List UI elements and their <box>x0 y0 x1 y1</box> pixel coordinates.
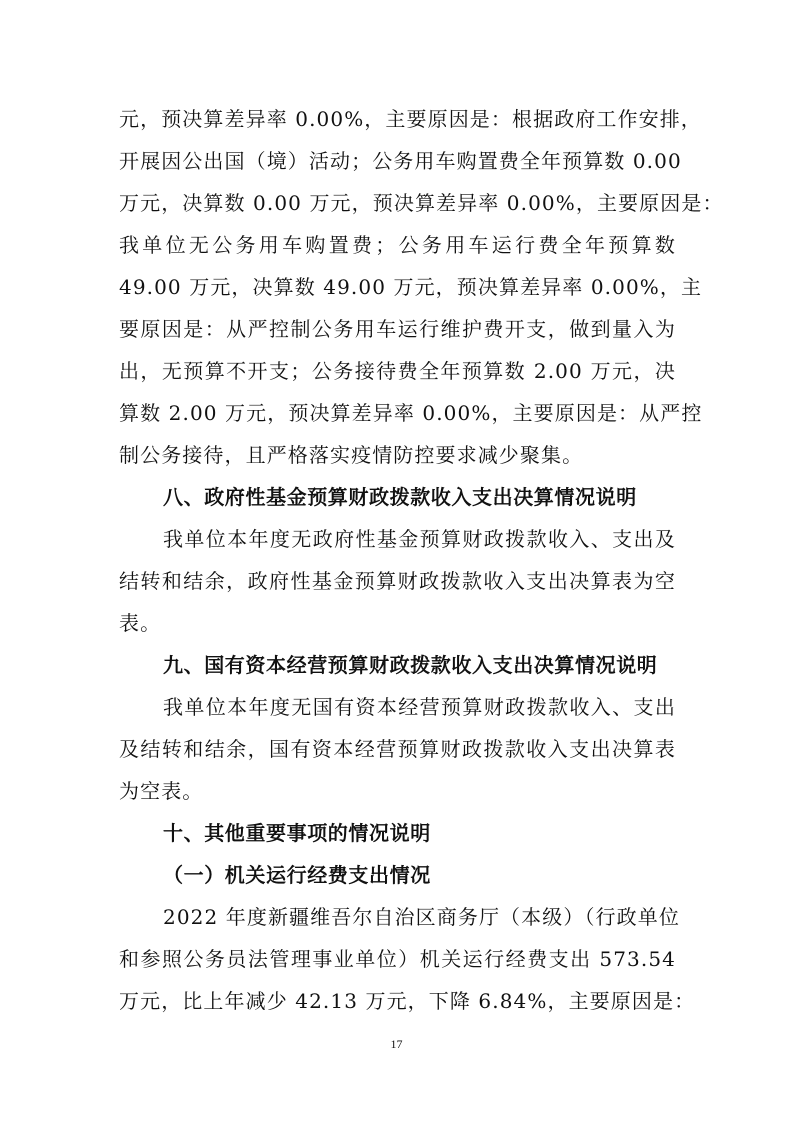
text-line: 我单位本年度无国有资本经营预算财政拨款收入、支出 <box>163 695 676 719</box>
paragraph-state-capital <box>119 686 676 812</box>
text-line: 我单位本年度无政府性基金预算财政拨款收入、支出及 <box>163 527 676 551</box>
text-line: 和参照公务员法管理事业单位）机关运行经费支出 573.54 <box>119 947 676 971</box>
text-line: 开展因公出国（境）活动；公务用车购置费全年预算数 0.00 <box>119 149 682 173</box>
text-line: 结转和结余，政府性基金预算财政拨款收入支出决算表为空 <box>119 569 676 593</box>
text-line: 及结转和结余，国有资本经营预算财政拨款收入支出决算表 <box>119 737 676 761</box>
paragraph-government-fund <box>119 518 676 644</box>
text-line: 元，预决算差异率 0.00%，主要原因是：根据政府工作安排， <box>119 107 702 131</box>
text-line: 2022 年度新疆维吾尔自治区商务厅（本级）（行政单位 <box>163 905 680 929</box>
paragraph-expense-analysis <box>119 98 724 476</box>
text-line: 算数 2.00 万元，预决算差异率 0.00%，主要原因是：从严控 <box>119 401 703 425</box>
section-heading-8: 八、政府性基金预算财政拨款收入支出决算情况说明 <box>163 485 637 509</box>
page-number: 17 <box>390 1037 403 1051</box>
text-line: 万元，比上年减少 42.13 万元，下降 6.84%，主要原因是： <box>119 989 696 1013</box>
text-line: 要原因是：从严控制公务用车运行维护费开支，做到量入为 <box>119 317 676 341</box>
text-line: 制公务接待，且严格落实疫情防控要求减少聚集。 <box>119 443 584 467</box>
subsection-heading-1: （一）机关运行经费支出情况 <box>163 863 431 887</box>
paragraph-operating-expenses <box>119 896 696 1022</box>
text-line: 万元，决算数 0.00 万元，预决算差异率 0.00%，主要原因是： <box>119 191 724 215</box>
text-line: 表。 <box>119 611 162 635</box>
section-heading-10: 十、其他重要事项的情况说明 <box>163 821 431 845</box>
section-heading-9: 九、国有资本经营预算财政拨款收入支出决算情况说明 <box>163 653 658 677</box>
text-line: 49.00 万元，决算数 49.00 万元，预决算差异率 0.00%，主 <box>119 275 703 299</box>
text-line: 出，无预算不开支；公务接待费全年预算数 2.00 万元，决 <box>119 359 676 383</box>
text-line: 为空表。 <box>119 779 204 803</box>
text-line: 我单位无公务用车购置费；公务用车运行费全年预算数 <box>119 233 676 257</box>
document-body <box>119 98 724 1022</box>
